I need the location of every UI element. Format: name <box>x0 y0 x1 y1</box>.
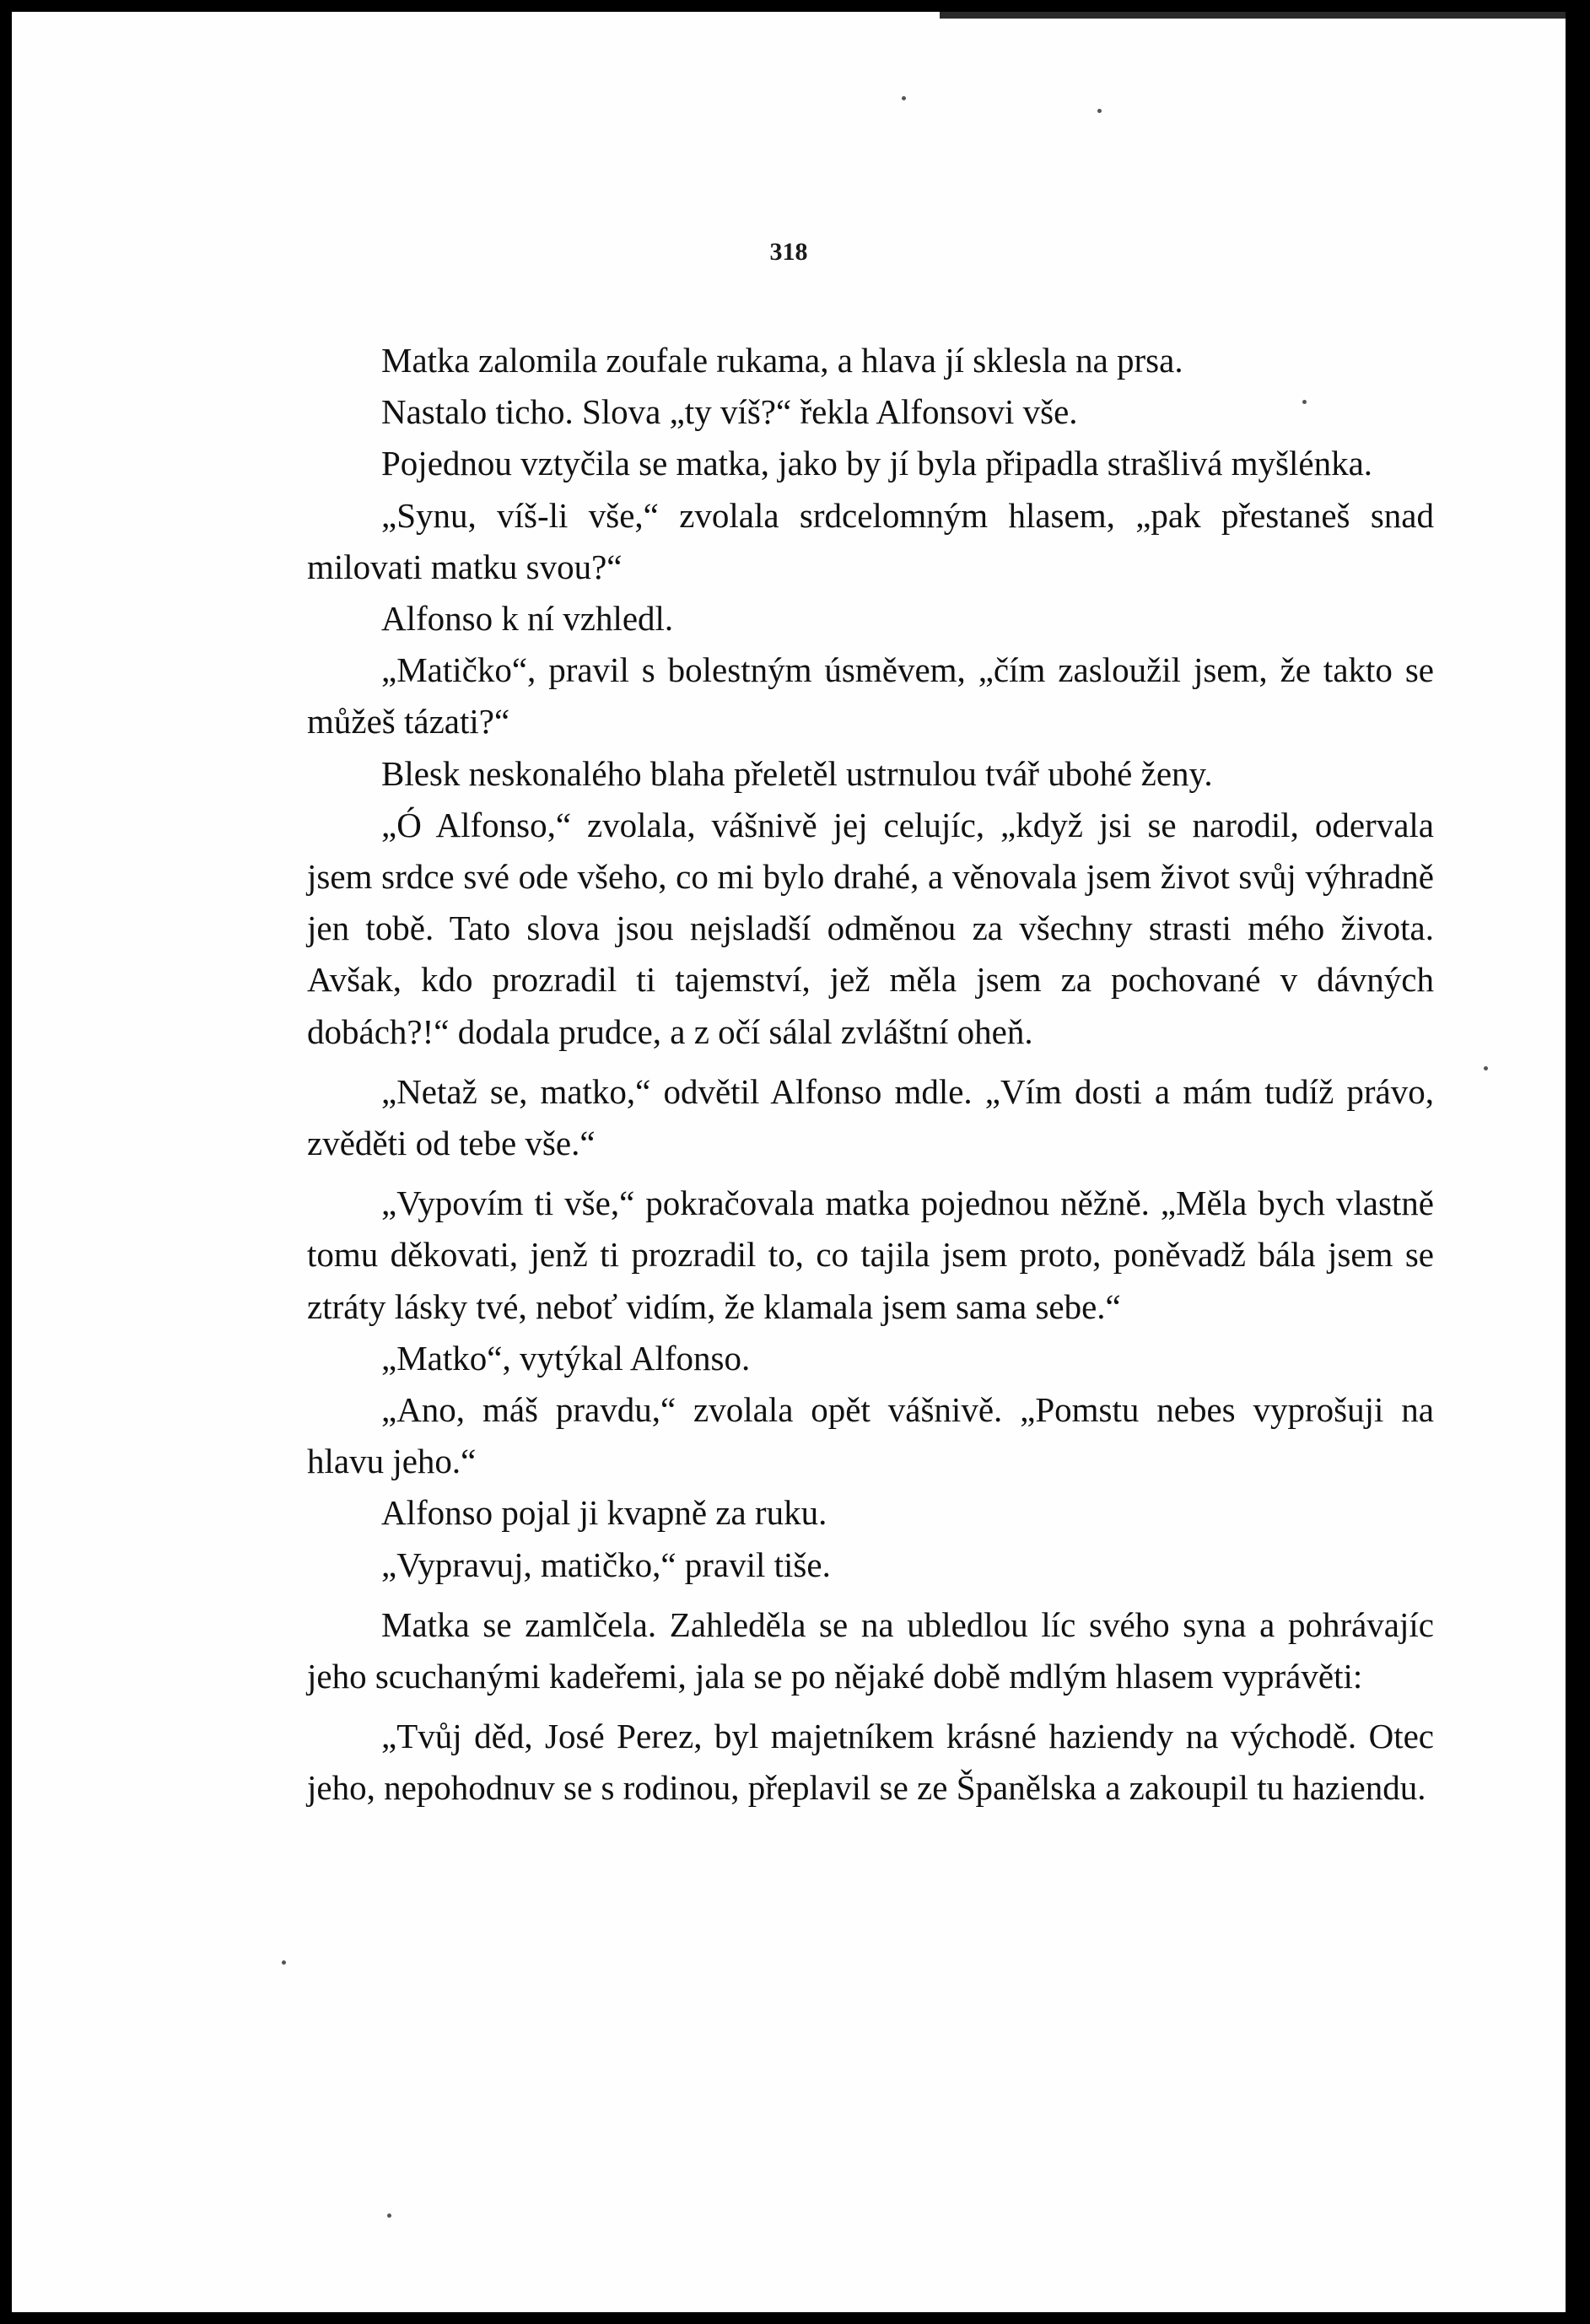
scan-edge-rule <box>940 12 1566 19</box>
scan-speck <box>902 96 906 100</box>
paragraph: „Synu, víš-li vše,“ zvolala srdcelomným hlasem, „pak přestaneš snad milovati matku svou?“ <box>307 495 1434 586</box>
paragraph: „Ano, máš pravdu,“ zvolala opět vášnivě. „Pomstu nebes vyprošuji na hlavu jeho.“ <box>307 1390 1434 1481</box>
book-page <box>12 12 1566 2312</box>
paragraph: „Matko“, vytýkal Alfonso. <box>381 1338 751 1378</box>
page-number: 318 <box>769 238 808 266</box>
paragraph: „Ó Alfonso,“ zvolala, vášnivě jej celujíc, „když jsi se narodil, odervala jsem srdce své ode všeho, co mi bylo drahé, a věnovala jsem život svůj výhradně jen tobě. Tato slova jsou nejsladší odměnou za všechny strasti mého života. Avšak, kdo prozradil ti tajemství, jež měla jsem za pochované v dávných dobách?!“ dodala prudce, a z očí sálal zvláštní oheň. <box>307 805 1434 1051</box>
paragraph: Alfonso k ní vzhledl. <box>381 599 674 639</box>
scan-speck <box>1302 400 1307 404</box>
paragraph: Matka se zamlčela. Zahleděla se na ubledlou líc svého syna a pohrávajíc jeho scuchanými kadeřemi, jala se po nějaké době mdlým hlasem vyprávěti: <box>307 1604 1434 1696</box>
paragraph: „Matičko“, pravil s bolestným úsměvem, „čím zasloužil jsem, že takto se můžeš tázati?“ <box>307 650 1434 741</box>
paragraph: Matka zalomila zoufale rukama, a hlava jí sklesla na prsa. <box>381 341 1183 380</box>
paragraph: Pojednou vztyčila se matka, jako by jí byla připadla strašlivá myšlénka. <box>381 444 1373 483</box>
paragraph: Blesk neskonalého blaha přeletěl ustrnulou tvář ubohé ženy. <box>381 753 1213 793</box>
paragraph: Nastalo ticho. Slova „ty víš?“ řekla Alfonsovi vše. <box>381 392 1078 432</box>
paragraph: „Netaž se, matko,“ odvětil Alfonso mdle. „Vím dosti a mám tudíž právo, zvěděti od tebe vše.“ <box>307 1071 1434 1163</box>
body-text <box>307 335 1434 1814</box>
paragraph: „Tvůj děd, José Perez, byl majetníkem krásné haziendy na východě. Otec jeho, nepohodnuv se s rodinou, přeplavil se ze Španělska a zakoupil tu haziendu. <box>307 1717 1434 1808</box>
paragraph: „Vypovím ti vše,“ pokračovala matka pojednou něžně. „Měla bych vlastně tomu děkovati, jenž ti prozradil to, co tajila jsem proto, poněvadž bála jsem se ztráty lásky tvé, neboť vidím, že klamala jsem sama sebe.“ <box>307 1184 1434 1326</box>
paragraph: „Vypravuj, matičko,“ pravil tiše. <box>381 1545 831 1584</box>
scan-speck <box>1484 1066 1488 1070</box>
scan-speck <box>387 2213 391 2218</box>
scan-speck <box>282 1960 286 1965</box>
scan-speck <box>1097 109 1102 113</box>
paragraph: Alfonso pojal ji kvapně za ruku. <box>381 1493 827 1533</box>
